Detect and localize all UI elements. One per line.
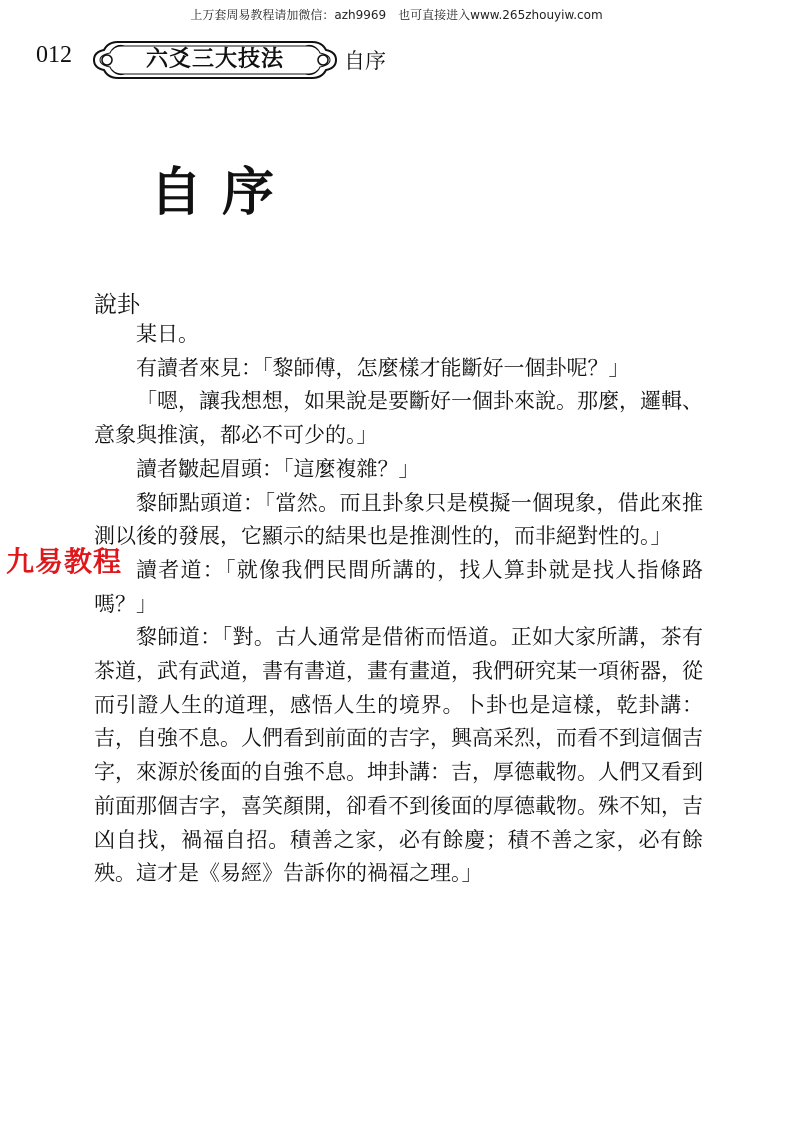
paragraph: 讀者皺起眉頭：「這麼複雜？」 <box>136 456 420 481</box>
paragraph: 某日。 <box>136 322 199 346</box>
paragraph: 「嗯，讓我想想，如果說是要斷好一個卦來說。那麼，邏輯、意象與推演，都必不可少的。」 <box>94 389 703 448</box>
paragraph: 讀者道：「就像我們民間所講的，找人算卦就是找人指條路嗎？」 <box>94 557 703 616</box>
section-heading: 說卦 <box>94 292 140 318</box>
page-number: 012 <box>36 42 72 68</box>
chapter-title: 自序 <box>150 162 295 223</box>
paragraph: 有讀者來見：「黎師傅，怎麼樣才能斷好一個卦呢？」 <box>136 355 630 380</box>
header-plaque <box>90 34 340 86</box>
header-section-name: 自序 <box>344 49 386 73</box>
book-title: 六爻三大技法 <box>145 47 284 72</box>
top-banner: 上万套周易教程请加微信：azh9969 也可直接进入www.265zhouyiw.com <box>190 8 603 22</box>
paragraph: 黎師道：「對。古人通常是借術而悟道。正如大家所講，茶有茶道，武有武道，書有書道，畫有畫道，我們研究某一項術器，從而引證人生的道理，感悟人生的境界。卜卦也是這樣，乾卦講：吉，自強不息。人們看到前面的吉字，興高采烈，而看不到這個吉字，來源於後面的自強不息。坤卦講：吉，厚德載物。人們又看到前面那個吉字，喜笑顏開，卻看不到後面的厚德載物。殊不知，吉凶自找，禍福自招。積善之家，必有餘慶；積不善之家，必有餘殃。這才是《易經》告訴你的禍福之理。」 <box>94 625 703 886</box>
body-text <box>94 318 703 891</box>
paragraph: 黎師點頭道：「當然。而且卦象只是模擬一個現象，借此來推測以後的發展，它顯示的結果也是推測性的，而非絕對性的。」 <box>94 490 703 549</box>
watermark-logo: 九易教程 <box>6 545 123 578</box>
